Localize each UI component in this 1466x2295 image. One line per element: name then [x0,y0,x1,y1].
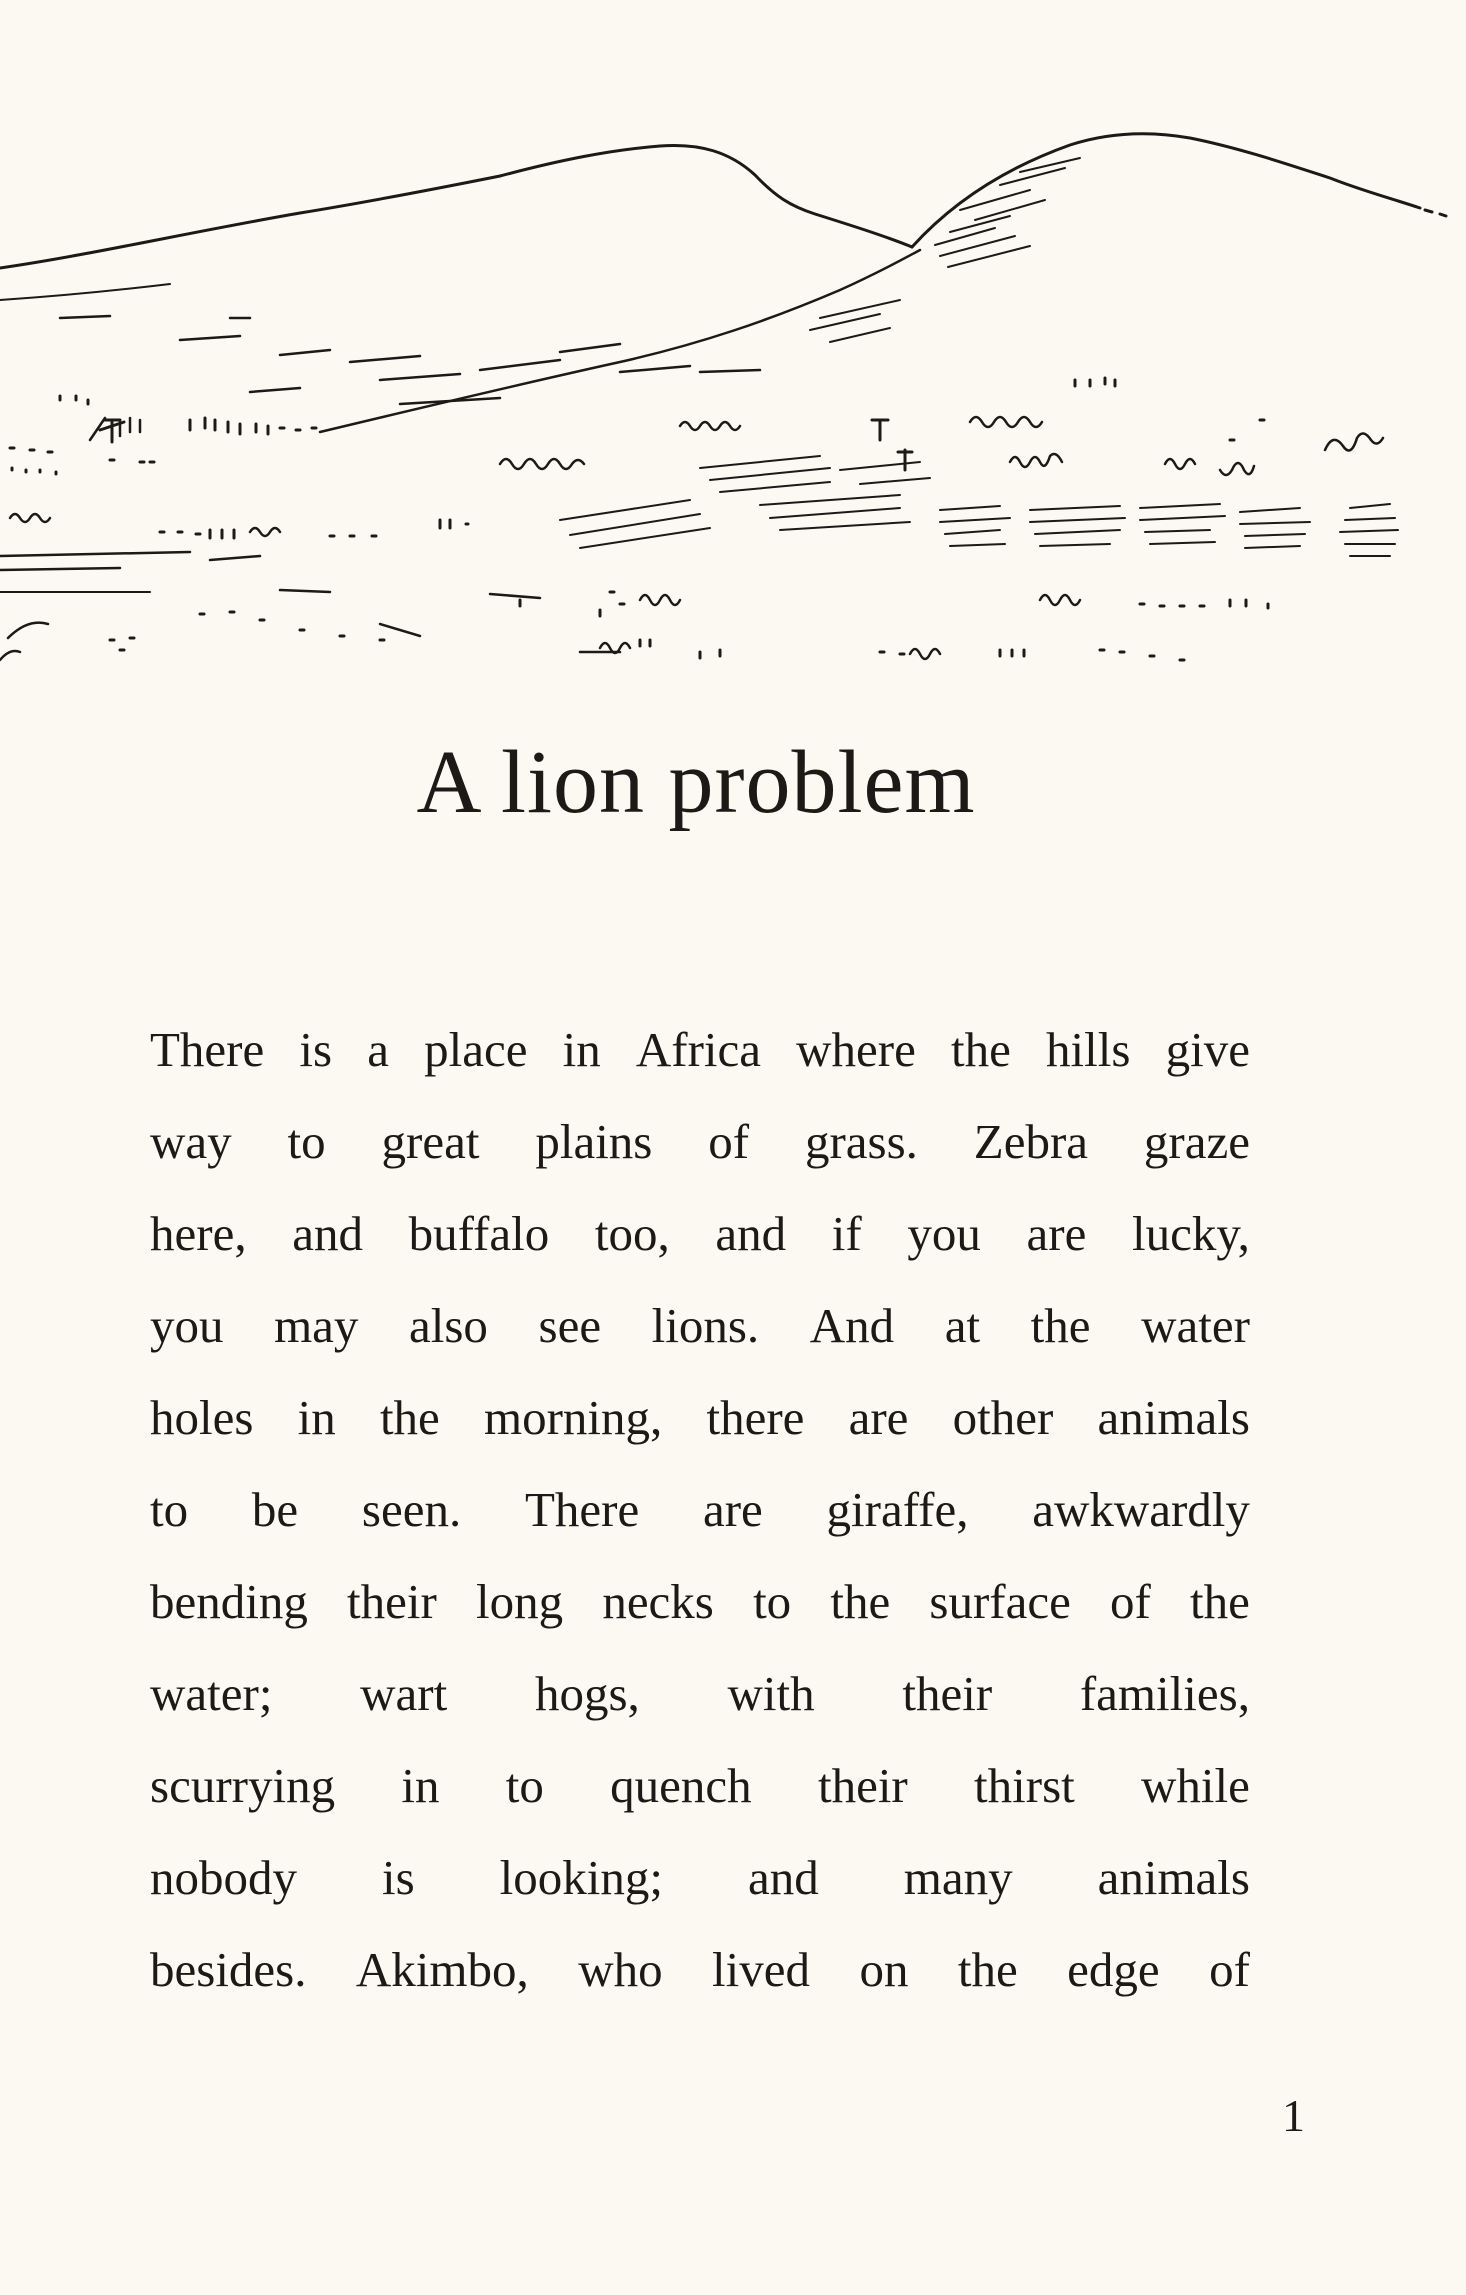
word: the [1190,1574,1250,1629]
word: giraffe, [826,1482,969,1537]
word: wart [360,1666,448,1721]
word: of [1110,1574,1151,1629]
word: the [830,1574,891,1629]
word: the [957,1942,1018,1997]
word: There [150,1022,265,1077]
text-line [150,1372,1250,1464]
text-line [150,1832,1250,1924]
word: you [150,1298,224,1353]
word: to [753,1574,792,1629]
text-line [150,1004,1250,1096]
word: water [1141,1298,1250,1353]
word: graze [1143,1114,1250,1169]
word: great [381,1114,480,1169]
word: grass. [804,1114,918,1169]
landscape-illustration [0,0,1466,700]
word: lived [712,1942,811,1997]
word: if [831,1206,862,1261]
word: and [747,1850,819,1905]
text-line [150,1464,1250,1556]
word: and [715,1206,787,1261]
word: long [476,1574,564,1629]
word: awkwardly [1032,1482,1250,1537]
text-line [150,1096,1250,1188]
word: morning, [484,1390,663,1445]
word: while [1141,1758,1250,1813]
word: their [902,1666,993,1721]
word: may [274,1298,359,1353]
word: be [251,1482,299,1537]
text-line [150,1924,1250,2016]
word: thirst [974,1758,1075,1813]
word: water; [150,1666,273,1721]
word: their [817,1758,908,1813]
text-line [150,1740,1250,1832]
word: plains [535,1114,653,1169]
word: of [708,1114,750,1169]
word: surface [929,1574,1071,1629]
word: other [952,1390,1054,1445]
word: there [706,1390,805,1445]
word: nobody [150,1850,297,1905]
word: edge [1067,1942,1160,1997]
word: Africa [635,1022,762,1077]
word: There [524,1482,640,1537]
word: besides. [150,1942,307,1997]
word: in [562,1022,601,1077]
word: at [944,1298,981,1353]
word: Zebra [973,1114,1089,1169]
word: give [1165,1022,1250,1077]
word: who [578,1942,663,1997]
word: and [292,1206,363,1261]
word: to [505,1758,544,1813]
hill-ridge-left [0,145,912,268]
word: is [381,1850,415,1905]
word: is [299,1022,333,1077]
word: necks [602,1574,714,1629]
word: hills [1046,1022,1131,1077]
word: Akimbo, [355,1942,529,1997]
word: scurrying [150,1758,336,1813]
word: bending [150,1574,308,1629]
word: lions. [651,1298,760,1353]
word: animals [1097,1390,1250,1445]
word: also [409,1298,488,1353]
word: holes [150,1390,254,1445]
text-line [150,1648,1250,1740]
word: here, [150,1206,247,1261]
word: many [903,1850,1013,1905]
text-line [150,1280,1250,1372]
word: looking; [499,1850,663,1905]
chapter-title: A lion problem [416,733,976,832]
word: their [347,1574,437,1629]
word: the [951,1022,1011,1077]
word: the [379,1390,440,1445]
word: to [150,1482,189,1537]
word: the [1030,1298,1091,1353]
word: place [424,1022,528,1077]
word: to [287,1114,326,1169]
word: seen. [361,1482,462,1537]
text-line [150,1188,1250,1280]
word: buffalo [408,1206,550,1261]
word: a [367,1022,389,1077]
word: are [702,1482,763,1537]
word: families, [1079,1666,1250,1721]
word: in [401,1758,440,1813]
word: way [150,1114,232,1169]
word: quench [610,1758,752,1813]
word: lucky, [1131,1206,1250,1261]
word: And [809,1298,895,1353]
word: are [1026,1206,1087,1261]
text-line [150,1556,1250,1648]
page-number: 1 [1282,2090,1305,2141]
word: with [727,1666,815,1721]
word: where [796,1022,916,1077]
word: are [848,1390,909,1445]
word: too, [594,1206,670,1261]
word: hogs, [534,1666,640,1721]
word: see [538,1298,602,1353]
word: in [297,1390,336,1445]
word: you [907,1206,981,1261]
body-paragraph [150,1004,1250,2016]
word: animals [1097,1850,1250,1905]
word: on [859,1942,909,1997]
word: of [1209,1942,1250,1997]
